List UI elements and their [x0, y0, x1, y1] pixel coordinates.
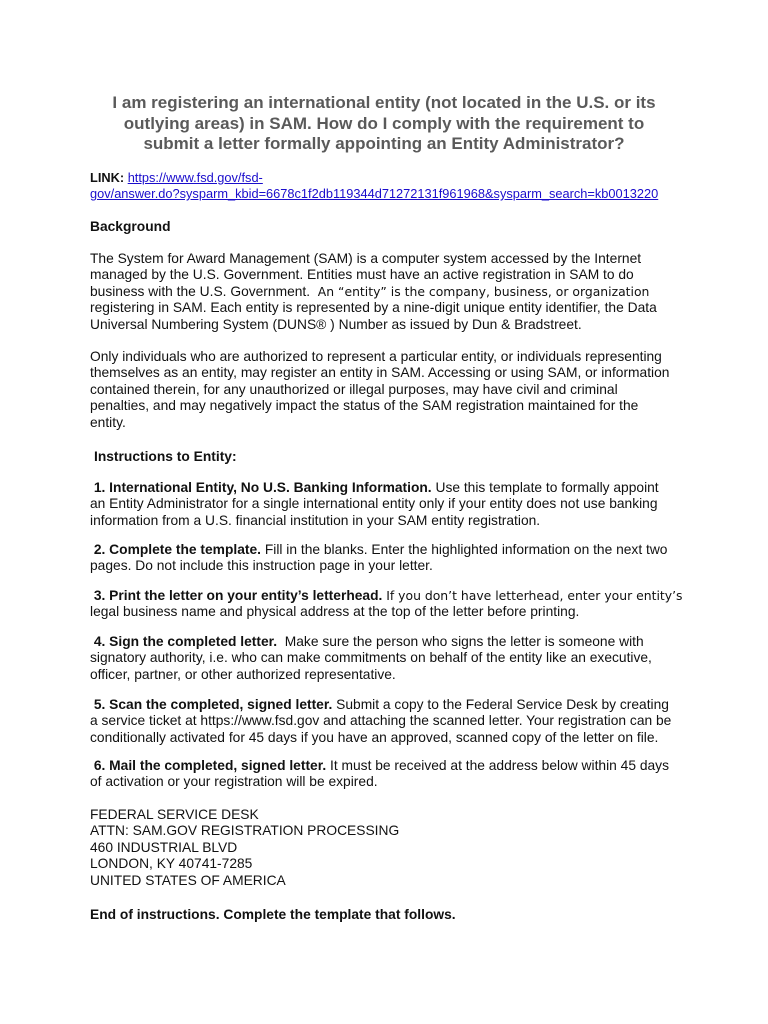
instruction-item: 4. Sign the completed letter. Make sure the person who signs the letter is someone with signatory authority, i.e. who can make commitments on behalf of the entity like an executive, officer, partner, or other authorized representative. — [90, 634, 652, 682]
end-of-instructions: End of instructions. Complete the template that follows. — [90, 907, 456, 922]
source-link-paragraph — [90, 170, 690, 202]
background-paragraph-2: Only individuals who are authorized to represent a particular entity, or individuals representing themselves as an entity, may register an entity in SAM. Accessing or using SAM, or information contained therein, for any unauthorized or illegal purposes, may have civil and criminal penalties, and may negatively impact the status of the SAM registration maintained for the entity. — [90, 349, 670, 430]
link-label: LINK: — [90, 170, 125, 185]
source-link[interactable]: https://www.fsd.gov/fsd- gov/answer.do?sysparm_kbid=6678c1f2db119344d71272131f961968&sysparm_search=kb0013220 — [90, 170, 659, 201]
instruction-item: 5. Scan the completed, signed letter. Submit a copy to the Federal Service Desk by creating a service ticket at https://www.fsd.gov and attaching the scanned letter. Your registration can be conditionally activated for 45 days if you have an approved, scanned copy of the letter on file. — [90, 697, 672, 745]
page-title: I am registering an international entity (not located in the U.S. or its outlying areas) in SAM. How do I comply with the requirement to submit a letter formally appointing an Entity Administrator? — [112, 93, 656, 153]
instruction-item: 6. Mail the completed, signed letter. It must be received at the address below within 45 days of activation or your registration will be expired. — [90, 758, 669, 790]
instruction-item: 2. Complete the template. Fill in the blanks. Enter the highlighted information on the next two pages. Do not include this instruction page in your letter. — [90, 542, 668, 574]
instruction-item: 1. International Entity, No U.S. Banking Information. Use this template to formally appoint an Entity Administrator for a single international entity only if your entity does not use banking information from a U.S. financial institution in your SAM entity registration. — [90, 480, 659, 528]
instructions-heading: Instructions to Entity: — [94, 449, 237, 464]
instruction-item: 3. Print the letter on your entity’s letterhead. If you don’t have letterhead, enter your entity’s legal business name and physical address at the top of the letter before printing. — [90, 588, 683, 620]
background-heading: Background — [90, 219, 171, 234]
mailing-address: FEDERAL SERVICE DESK ATTN: SAM.GOV REGISTRATION PROCESSING 460 INDUSTRIAL BLVD LONDON, KY 40741-7285 UNITED STATES OF AMERICA — [90, 807, 400, 888]
background-paragraph-1: The System for Award Management (SAM) is a computer system accessed by the Internet managed by the U.S. Government. Entities must have an active registration in SAM to do business with the U.S. Government. An “entity” is the company, business, or organization registering in SAM. Each entity is represented by a nine-digit unique entity identifier, the Data Universal Numbering System (DUNS® ) Number as issued by Dun & Bradstreet. — [90, 251, 657, 332]
